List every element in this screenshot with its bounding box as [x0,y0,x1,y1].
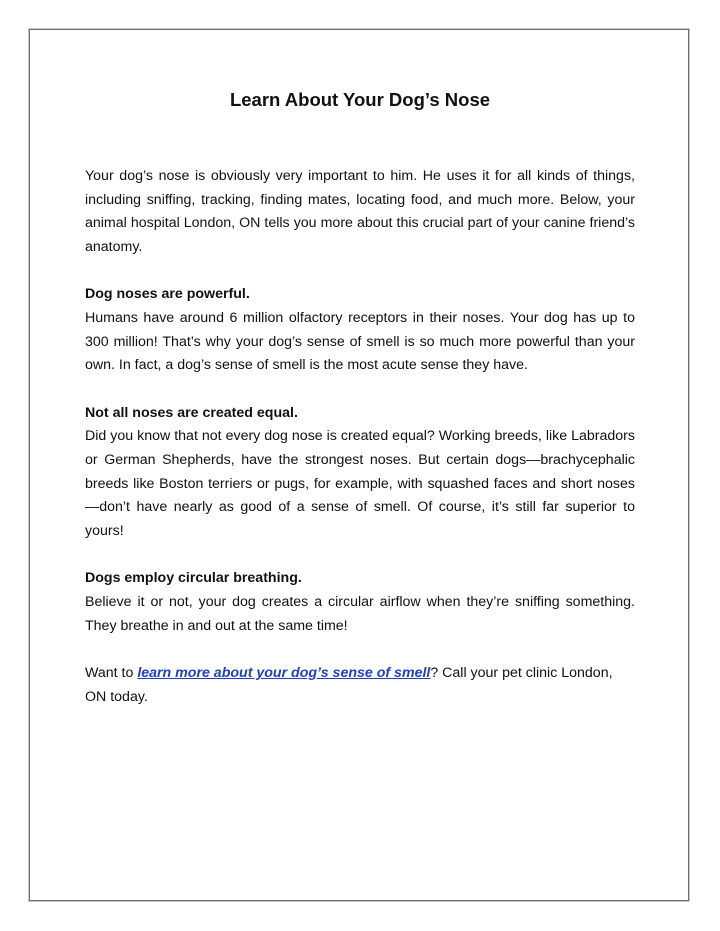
section-heading: Dogs employ circular breathing. [85,570,302,587]
section-noses-not-equal [85,402,635,544]
section-noses-powerful [85,283,635,378]
section-heading: Not all noses are created equal. [85,404,298,421]
document-page [29,29,689,901]
section-heading: Dog noses are powerful. [85,286,250,303]
section-body: Did you know that not every dog nose is created equal? Working breeds, like Labradors or German Shepherds, have the strongest noses. But certain dogs—brachycephalic breeds like Boston terriers or pugs, for example, with squashed faces and short noses—don’t have nearly as good of a sense of smell. Of course, it’s still far superior to yours! [85,428,635,540]
sense-of-smell-link[interactable]: learn more about your dog’s sense of smell [137,664,431,681]
cta-prefix: Want to [85,664,138,681]
intro-paragraph: Your dog’s nose is obviously very important to him. He uses it for all kinds of things, including sniffing, tracking, finding mates, locating food, and much more. Below, your animal hospital London, ON tells you more about this crucial part of your canine friend’s anatomy. [85,168,635,256]
call-to-action [85,662,635,709]
section-circular-breathing [85,567,635,638]
section-body: Believe it or not, your dog creates a circular airflow when they’re sniffing something. They breathe in and out at the same time! [85,594,635,634]
cta-suffix: ? Call your pet clinic London, ON today. [85,664,613,705]
document-title: Learn About Your Dog’s Nose [229,89,491,110]
document-content [85,88,635,709]
section-body: Humans have around 6 million olfactory receptors in their noses. Your dog has up to 300 million! That’s why your dog’s sense of smell is so much more powerful than your own. In fact, a dog’s sense of smell is the most acute sense they have. [85,310,635,374]
